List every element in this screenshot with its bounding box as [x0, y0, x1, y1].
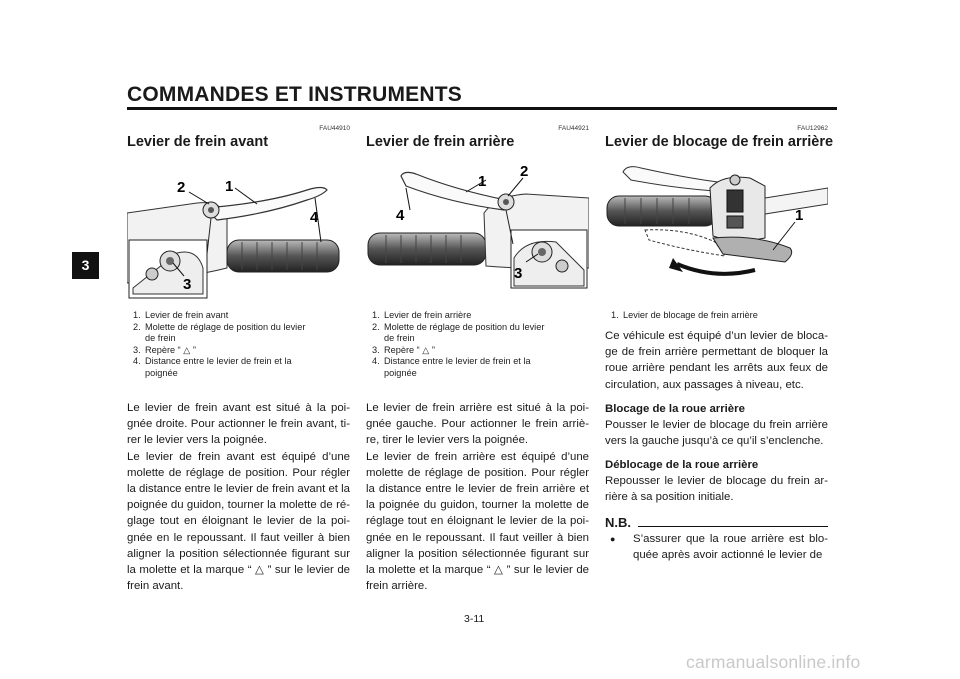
- reference-code: FAU44921: [558, 125, 589, 132]
- body-text: [127, 400, 350, 594]
- paragraph: Repousser le levier de blocage du frein ar-rière à sa position initiale.: [605, 475, 828, 504]
- note-item: [605, 531, 828, 563]
- bullet-icon: ●: [610, 534, 616, 544]
- rear-brake-lock-lever-figure: [605, 158, 828, 333]
- caption-item: 2. Molette de réglage de position du levier de frein: [133, 321, 306, 343]
- caption-item: 3. Repère “ △ ”: [133, 344, 196, 355]
- figure-caption-list: [611, 310, 833, 322]
- caption-item: 2. Molette de réglage de position du levier de frein: [372, 321, 545, 343]
- subsection-heading: Blocage de la roue arrière: [605, 402, 745, 415]
- callout-3: 3: [183, 276, 192, 293]
- header-rule: [127, 107, 837, 110]
- reference-code: FAU12962: [797, 125, 828, 132]
- note-text: S’assurer que la roue arrière est blo-quée après avoir actionné le levier de: [633, 533, 828, 562]
- watermark: carmanualsonline.info: [686, 652, 861, 672]
- callout-4: 4: [310, 209, 319, 226]
- callout-3: 3: [514, 265, 523, 282]
- callout-4: 4: [396, 207, 405, 224]
- caption-item: 3. Repère “ △ ”: [372, 344, 435, 355]
- rear-brake-lock-lever-illustration: [605, 158, 828, 333]
- caption-item: 1. Levier de blocage de frein arrière: [611, 310, 758, 320]
- callout-1: 1: [225, 178, 234, 195]
- page-number: 3-11: [464, 613, 485, 625]
- rear-brake-lever-illustration: [366, 158, 589, 333]
- body-text: [366, 400, 589, 594]
- paragraph: Ce véhicule est équipé d’un levier de bloca-ge de frein arrière permettant de bloquer la roue arrière pendant les arrêts aux feux de circulation, aux passages à niveau, etc.: [605, 330, 828, 391]
- callout-1: 1: [478, 173, 487, 190]
- figure-caption-list: [372, 310, 594, 379]
- caption-item: 4. Distance entre le levier de frein et la poignée: [372, 356, 531, 378]
- paragraph: Pousser le levier de blocage du frein arrière vers la gauche jusqu’à ce qu’il s’enclenche.: [605, 418, 828, 448]
- section-title: Levier de frein avant: [127, 134, 269, 150]
- body-text: [605, 328, 828, 506]
- section-title: Levier de frein arrière: [366, 134, 515, 150]
- caption-item: 1. Levier de frein avant: [133, 310, 229, 320]
- front-brake-lever-illustration: [127, 158, 350, 333]
- page-header-title: COMMANDES ET INSTRUMENTS: [127, 83, 462, 106]
- reference-code: FAU44910: [319, 125, 350, 132]
- paragraph: Le levier de frein arrière est équipé d’une molette de réglage de position. Pour régler la distance entre le levier de frein arrière et la poignée du guidon, tourner la molette de réglage tout en éloignant le levier de la poi-gnée en le repoussant. Il faut veiller à bien aligner la position sélectionnée figurant sur la molette et la marque “ △ ” sur le levier de frein arrière.: [366, 450, 589, 593]
- callout-2: 2: [520, 163, 529, 180]
- callout-2: 2: [177, 179, 186, 196]
- note-rule: [638, 526, 828, 527]
- front-brake-lever-figure: [127, 158, 350, 333]
- paragraph: Le levier de frein arrière est situé à la poi-gnée gauche. Pour actionner le frein arriè-re, tirer le levier vers la poignée.: [366, 402, 589, 447]
- rear-brake-lever-figure: [366, 158, 589, 333]
- caption-item: 4. Distance entre le levier de frein et la poignée: [133, 356, 292, 378]
- chapter-tab: 3: [72, 252, 99, 279]
- note-label: N.B.: [605, 515, 631, 530]
- subsection-heading: Déblocage de la roue arrière: [605, 459, 759, 472]
- figure-caption-list: [133, 310, 355, 379]
- paragraph: Le levier de frein avant est équipé d’une molette de réglage de position. Pour régler la distance entre le levier de frein avant et la poignée du guidon, tourner la molette de ré-glage tout en éloignant le levier de la poi-gnée en le repoussant. Il faut veiller à bien aligner la position sélectionnée figurant sur la molette et la marque “ △ ” sur le levier de frein avant.: [127, 450, 350, 593]
- caption-item: 1. Levier de frein arrière: [372, 310, 472, 320]
- paragraph: Le levier de frein avant est situé à la poi-gnée droite. Pour actionner le frein avant, ti-rer le levier vers la poignée.: [127, 402, 350, 447]
- callout-1: 1: [795, 207, 804, 224]
- section-title: Levier de blocage de frein arrière: [605, 134, 834, 150]
